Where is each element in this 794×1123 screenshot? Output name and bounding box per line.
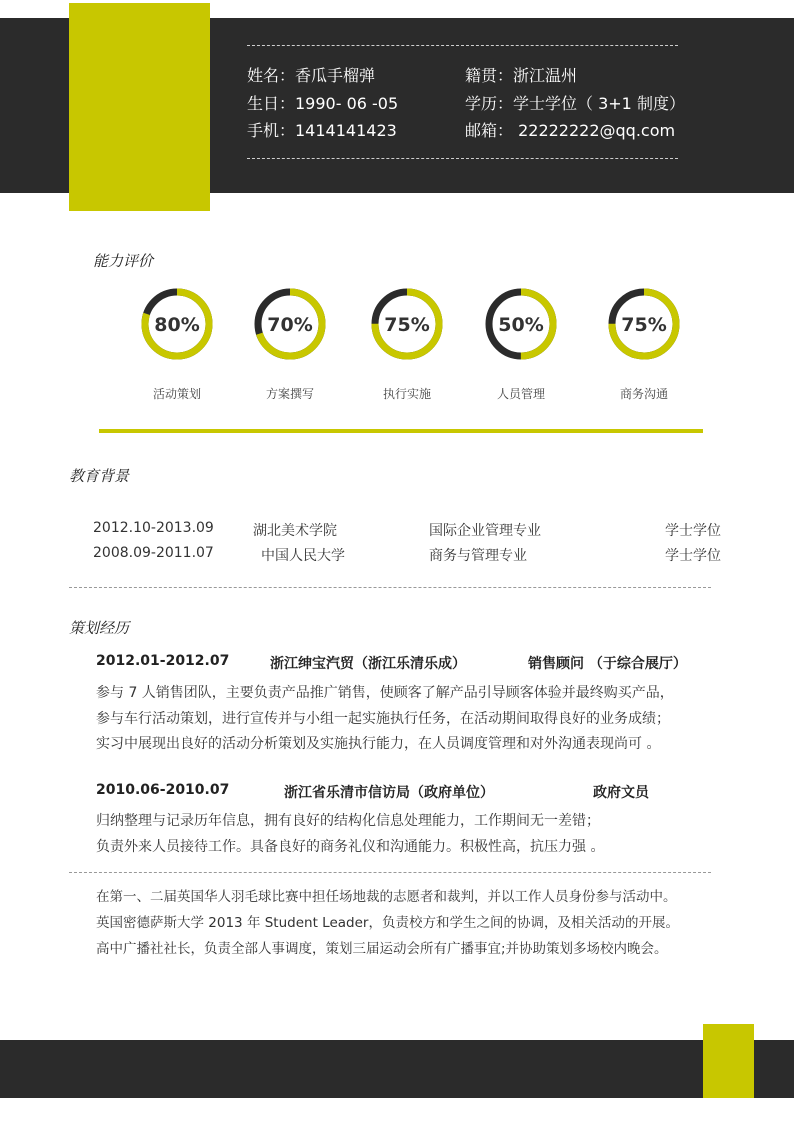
divider-education bbox=[69, 587, 711, 588]
job-company: 浙江省乐清市信访局（政府单位） bbox=[284, 785, 494, 801]
skill-percent: 70% bbox=[267, 314, 313, 336]
skill-item bbox=[594, 287, 694, 402]
edu-school: 中国人民大学 bbox=[261, 548, 345, 564]
skill-percent: 75% bbox=[384, 314, 430, 336]
skill-ring bbox=[140, 287, 214, 361]
skill-label: 执行实施 bbox=[382, 387, 431, 401]
header-divider-bottom bbox=[247, 158, 678, 159]
job-period: 2012.01-2012.07 bbox=[96, 653, 230, 669]
job-role: 销售顾问 （于综合展厅） bbox=[528, 656, 687, 672]
skill-item bbox=[471, 287, 571, 402]
skill-ring bbox=[484, 287, 558, 361]
footer-accent-block bbox=[703, 1024, 754, 1098]
job-detail-line: 参与车行活动策划，进行宣传并与小组一起实施执行任务，在活动期间取得良好的业务成绩； bbox=[96, 711, 670, 727]
edu-major: 商务与管理专业 bbox=[429, 548, 527, 564]
skill-ring bbox=[607, 287, 681, 361]
activity-line: 高中广播社社长，负责全部人事调度，策划三届运动会所有广播事宜;并协助策划多场校内晚会。 bbox=[96, 941, 668, 957]
job-detail-line: 归纳整理与记录历年信息，拥有良好的结构化信息处理能力，工作期间无一差错； bbox=[96, 813, 600, 829]
skill-percent: 50% bbox=[498, 314, 544, 336]
skill-label: 活动策划 bbox=[152, 387, 201, 401]
header-birthday: 生日：1990- 06 -05 bbox=[247, 94, 399, 113]
header-hometown: 籍贯：浙江温州 bbox=[465, 66, 578, 85]
skill-percent: 75% bbox=[621, 314, 667, 336]
edu-major: 国际企业管理专业 bbox=[429, 523, 541, 539]
edu-period: 2008.09-2011.07 bbox=[93, 545, 214, 561]
job-detail-line: 参与 7 人销售团队，主要负责产品推广销售，使顾客了解产品引导顾客体验并最终购买产品， bbox=[96, 685, 674, 701]
skill-percent: 80% bbox=[154, 314, 200, 336]
skill-item bbox=[240, 287, 340, 402]
header-email: 邮箱： 22222222@qq.com bbox=[465, 121, 676, 140]
edu-period: 2012.10-2013.09 bbox=[93, 520, 214, 536]
edu-degree: 学士学位 bbox=[665, 548, 721, 564]
skill-ring bbox=[253, 287, 327, 361]
skill-item bbox=[127, 287, 227, 402]
job-role: 政府文员 bbox=[593, 785, 649, 801]
header-accent-block bbox=[69, 3, 210, 211]
education-title: 教育背景 bbox=[69, 467, 130, 485]
job-detail-line: 实习中展现出良好的活动分析策划及实施执行能力，在人员调度管理和对外沟通表现尚可 。 bbox=[96, 736, 661, 752]
footer-band bbox=[0, 1040, 794, 1098]
edu-degree: 学士学位 bbox=[665, 523, 721, 539]
header-phone: 手机：1414141423 bbox=[247, 121, 397, 140]
edu-school: 湖北美术学院 bbox=[253, 523, 337, 539]
activity-line: 在第一、二届英国华人羽毛球比赛中担任场地裁的志愿者和裁判，并以工作人员身份参与活动中。 bbox=[96, 889, 677, 905]
divider-experience bbox=[69, 872, 711, 873]
skill-ring bbox=[370, 287, 444, 361]
job-company: 浙江绅宝汽贸（浙江乐清乐成） bbox=[270, 656, 466, 672]
job-period: 2010.06-2010.07 bbox=[96, 782, 230, 798]
skill-label: 人员管理 bbox=[496, 387, 545, 401]
header-name: 姓名：香瓜手榴弹 bbox=[247, 66, 376, 85]
skill-label: 商务沟通 bbox=[619, 387, 668, 401]
skill-item bbox=[357, 287, 457, 402]
skills-title: 能力评价 bbox=[93, 252, 154, 270]
skill-label: 方案撰写 bbox=[265, 387, 314, 401]
activity-line: 英国密德萨斯大学 2013 年 Student Leader，负责校方和学生之间的协调，及相关活动的开展。 bbox=[96, 915, 679, 931]
header-divider-top bbox=[247, 45, 678, 46]
header-degree: 学历：学士学位（ 3+1 制度） bbox=[465, 94, 685, 113]
section-divider-accent bbox=[99, 429, 703, 433]
job-detail-line: 负责外来人员接待工作。具备良好的商务礼仪和沟通能力。积极性高，抗压力强 。 bbox=[96, 839, 605, 855]
experience-title: 策划经历 bbox=[69, 619, 130, 637]
